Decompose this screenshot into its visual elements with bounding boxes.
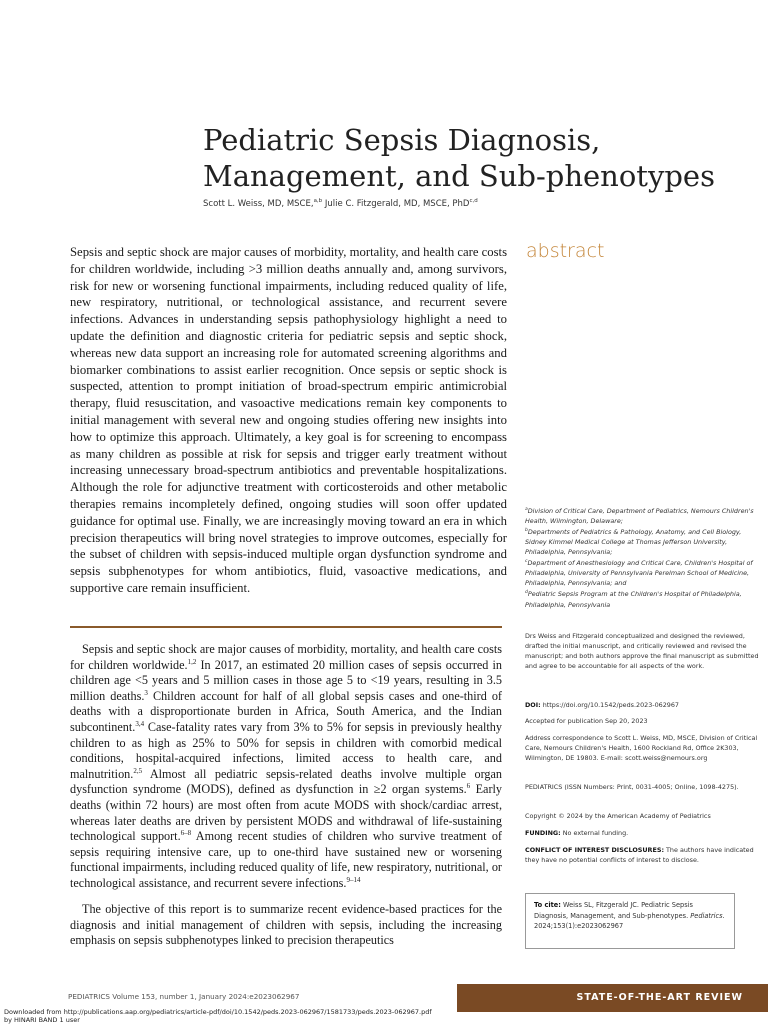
body-text: Sepsis and septic shock are major causes of morbidity, mortality, and health care costs for children worldwide.: [70, 642, 502, 672]
author-list: [203, 198, 723, 209]
title-line-1: Pediatric Sepsis Diagnosis,: [203, 123, 601, 157]
body-text: Case-fatality rates vary from 3% to 5% for sepsis in previously healthy children to as high as 25% to 50% for sepsis in children with comorbid medical conditions, hospital-acquired infections, limited access to health care, and malnutrition.: [70, 719, 502, 781]
author-contributions: Drs Weiss and Fitzgerald conceptualized and designed the reviewed, drafted the initial manuscript, and critically reviewed and revised the manuscript; and both authors approve the final manuscript as submitted and agree to be accountable for all aspects of the work.: [525, 632, 759, 670]
intro-paragraph: [70, 642, 502, 892]
author-name: Scott L. Weiss, MD, MSCE,: [203, 198, 314, 209]
citation-ref[interactable]: 6–8: [180, 829, 192, 838]
funding-statement: [525, 828, 761, 838]
citation-ref[interactable]: 3: [144, 688, 148, 697]
citation-ref[interactable]: 6: [466, 782, 471, 791]
download-user: by HINARI BAND 1 user: [4, 1016, 80, 1024]
conflict-disclosure: [525, 845, 761, 865]
affiliation-text: Pediatric Sepsis Program at the Children's Hospital of Philadelphia, Philadelphia, Pennsylvania: [525, 590, 742, 609]
affiliation-a: [525, 505, 761, 526]
citation-ref[interactable]: 3,4: [135, 719, 145, 728]
affiliation-text: Division of Critical Care, Department of Pediatrics, Nemours Children's Health, Wilmington, Delaware;: [525, 507, 754, 526]
funding-label: FUNDING:: [525, 829, 561, 837]
abstract-divider: [70, 626, 502, 628]
copyright: Copyright © 2024 by the American Academy of Pediatrics: [525, 812, 711, 820]
author-name: Julie C. Fitzgerald, MD, MSCE, PhD: [322, 198, 470, 209]
conflict-label: CONFLICT OF INTEREST DISCLOSURES:: [525, 846, 664, 854]
affiliation-c: [525, 557, 761, 588]
section-label: STATE-OF-THE-ART REVIEW: [576, 992, 743, 1003]
funding-text: No external funding.: [560, 829, 629, 837]
affiliation-b: [525, 526, 761, 557]
objective-paragraph: The objective of this report is to summarize recent evidence-based practices for the diagnosis and initial management of children with sepsis, including the increasing emphasis on sepsis subphenotypes linked to precision therapeutics: [70, 902, 502, 948]
cite-reference: 2024;153(1):e2023062967: [534, 922, 624, 931]
affiliation-mark: c: [525, 559, 528, 565]
affiliation-mark: d: [525, 590, 528, 596]
download-note: [4, 1008, 432, 1024]
citation-box: [525, 893, 735, 949]
cite-label: To cite:: [534, 901, 561, 909]
author-affiliation-mark: c,d: [469, 198, 478, 204]
author-affiliation-mark: a,b: [313, 198, 323, 204]
cite-journal: Pediatrics.: [690, 911, 725, 920]
affiliation-d: [525, 588, 761, 609]
article-title: [203, 122, 723, 194]
accepted-date: Accepted for publication Sep 20, 2023: [525, 717, 648, 725]
body-text: In 2017, an estimated 20 million cases of sepsis occurred in children age <5 years and 5 million cases in those age 5 to <19 years, resulting in 3.5 million deaths.: [70, 657, 502, 703]
doi-label: DOI:: [525, 701, 541, 709]
affiliation-mark: a: [525, 507, 528, 512]
affiliation-text: Departments of Pediatrics & Pathology, Anatomy, and Cell Biology, Sidney Kimmel Medical College at Thomas Jefferson University, Philadelphia, Pennsylvania;: [525, 528, 742, 557]
issn-info: PEDIATRICS (ISSN Numbers: Print, 0031-4005; Online, 1098-4275).: [525, 783, 739, 791]
affiliation-text: Department of Anesthesiology and Critical Care, Children's Hospital of Philadelphia, University of Pennsylvania Perelman School of Medicine, Philadelphia, Pennsylvania; and: [525, 559, 753, 588]
affiliation-mark: b: [525, 528, 528, 534]
citation-ref[interactable]: 9–14: [346, 875, 361, 884]
body-text: Almost all pediatric sepsis-related deaths involve multiple organ dysfunction syndrome (MODS), defined as dysfunction in ≥2 organ systems.: [70, 766, 502, 797]
abstract-heading: abstract: [526, 240, 605, 262]
cite-body: Weiss SL, Fitzgerald JC. Pediatric Sepsis Diagnosis, Management, and Sub-phenotypes.: [534, 901, 693, 920]
doi-line: [525, 700, 761, 710]
body-text: Among recent studies of children who survive treatment of sepsis requiring intensive care, up to one-third have sustained new or worsening functional impairments, including reduced quality of life, new respiratory, nutritional, or technological assistance, and recurrent severe infections.: [70, 829, 502, 890]
affiliations: [525, 505, 761, 610]
title-line-2: Management, and Sub-phenotypes: [203, 159, 715, 193]
correspondence-address: Address correspondence to Scott L. Weiss, MD, MSCE, Division of Critical Care, Nemours Children's Health, 1600 Rockland Rd, Office 2K303, Wilmington, DE 19803. E-mail: scott.weiss@nemours.org: [525, 734, 758, 762]
body-text: Early deaths (within 72 hours) are most often from acute MODS with shock/cardiac arrest, whereas later deaths are driven by persistent MODS and withdrawal of life-sustaining technological support.: [70, 782, 502, 844]
citation-ref[interactable]: 1,2: [187, 657, 197, 666]
citation-text: [534, 900, 726, 932]
conflict-text: The authors have indicated they have no potential conflicts of interest to disclose.: [525, 846, 754, 864]
body-text: Children account for half of all global sepsis cases and one-third of deaths with a disproportionate burden in Africa, South America, and the Indian subcontinent.: [70, 688, 502, 734]
abstract-text: Sepsis and septic shock are major causes of morbidity, mortality, and health care costs for children worldwide, including >3 million deaths annually and, among survivors, risk for new or worsening functional impairments, including reduced quality of life, new respiratory, nutritional, or technological assistance, and recurrent severe infections. Advances in understanding sepsis pathophysiology highlight a need to update the definition and diagnostic criteria for pediatric sepsis and septic shock, whereas new data support an increasing role for automated screening algorithms and biomarker combinations to assist earlier recognition. Once sepsis or septic shock is suspected, attention to prompt initiation of broad-spectrum empiric antimicrobial therapy, fluid resuscitation, and vasoactive medications remain key components to initial management with several new and ongoing studies offering new insights into how to optimize this approach. Ultimately, a key goal is for screening to encompass as many children as possible at risk for sepsis and trigger early treatment without increasing unnecessary broad-spectrum antibiotics and preventable hospitalizations. Although the role for adjunctive treatment with corticosteroids and other metabolic therapies remains incompletely defined, ongoing studies will soon offer updated guidance for optimal use. Finally, we are increasingly moving toward an era in which precision therapeutics will bring novel strategies to improve outcomes, especially for the subset of children with sepsis-induced multiple organ dysfunction syndrome and sepsis subphenotypes for whom antibiotics, fluid, vasoactive medications, and supportive care remain insufficient.: [70, 245, 508, 595]
doi-link[interactable]: https://doi.org/10.1542/peds.2023-062967: [540, 701, 679, 709]
citation-ref[interactable]: 2,5: [133, 766, 143, 775]
download-url[interactable]: Downloaded from http://publications.aap.org/pediatrics/article-pdf/doi/10.1542/peds.2023-062967/1581733/peds.2023-062967.pdf: [4, 1008, 432, 1016]
footer-journal-info: PEDIATRICS Volume 153, number 1, January 2024:e2023062967: [68, 992, 300, 1001]
